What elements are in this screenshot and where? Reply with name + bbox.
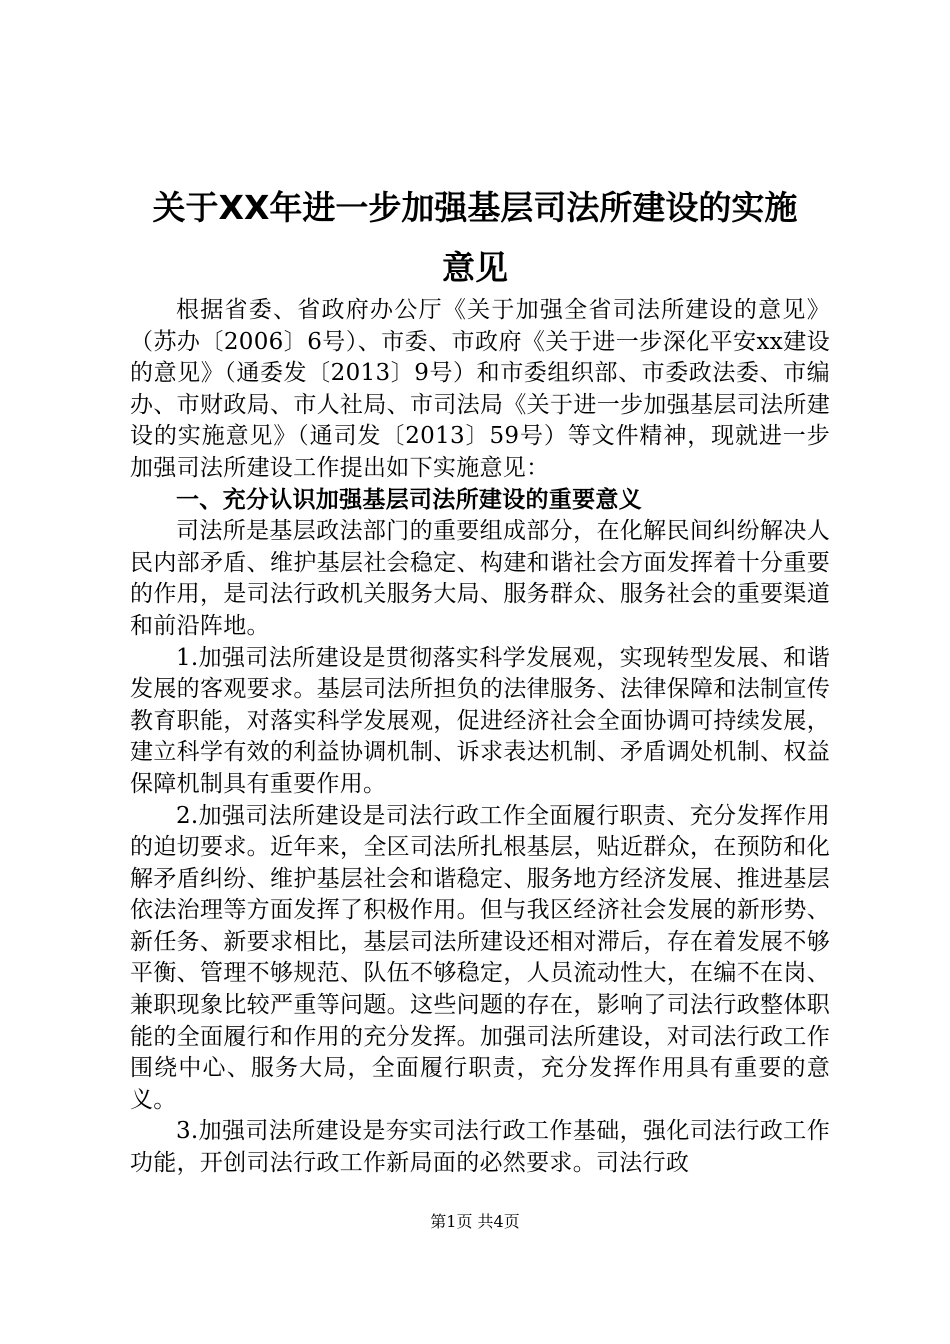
intro-paragraph: 根据省委、省政府办公厅《关于加强全省司法所建设的意见》（苏办〔2006〕6号）、市委、市政府《关于进一步深化平安xx建设的意见》（通委发〔2013〕9号）和市委组织部、市委政法委、市编办、市财政局、市人社局、市司法局《关于进一步加强基层司法所建设的实施意见》（通司发〔2013〕59号）等文件精神，现就进一步加强司法所建设工作提出如下实施意见： (130, 297, 830, 481)
page-footer: 第1页 共4页 (430, 1212, 520, 1231)
point-2-paragraph: 2.加强司法所建设是司法行政工作全面履行职责、充分发挥作用的迫切要求。近年来，全区司法所扎根基层，贴近群众，在预防和化解矛盾纠纷、维护基层社会和谐稳定、服务地方经济发展、推进基层依法治理等方面发挥了积极作用。但与我区经济社会发展的新形势、新任务、新要求相比，基层司法所建设还相对滞后，存在着发展不够平衡、管理不够规范、队伍不够稳定，人员流动性大，在编不在岗、兼职现象比较严重等问题。这些问题的存在，影响了司法行政整体职能的全面履行和作用的充分发挥。加强司法所建设，对司法行政工作围绕中心、服务大局，全面履行职责，充分发挥作用具有重要的意义。 (130, 802, 830, 1113)
point-3-paragraph: 3.加强司法所建设是夯实司法行政工作基础，强化司法行政工作功能，开创司法行政工作新局面的必然要求。司法行政 (130, 1118, 830, 1177)
document-body (130, 295, 830, 1180)
point-1-paragraph: 1.加强司法所建设是贯彻落实科学发展观，实现转型发展、和谐发展的客观要求。基层司法所担负的法律服务、法律保障和法制宣传教育职能，对落实科学发展观，促进经济社会全面协调可持续发展，建立科学有效的利益协调机制、诉求表达机制、矛盾调处机制、权益保障机制具有重要作用。 (130, 644, 830, 797)
document-title-line-2: 意见 (442, 248, 508, 287)
section-heading-1: 一、充分认识加强基层司法所建设的重要意义 (176, 486, 642, 513)
document-title-line-1: 关于XX年进一步加强基层司法所建设的实施 (152, 188, 798, 227)
section-1-paragraph: 司法所是基层政法部门的重要组成部分，在化解民间纠纷解决人民内部矛盾、维护基层社会稳定、构建和谐社会方面发挥着十分重要的作用，是司法行政机关服务大局、服务群众、服务社会的重要渠道和前沿阵地。 (130, 518, 830, 639)
